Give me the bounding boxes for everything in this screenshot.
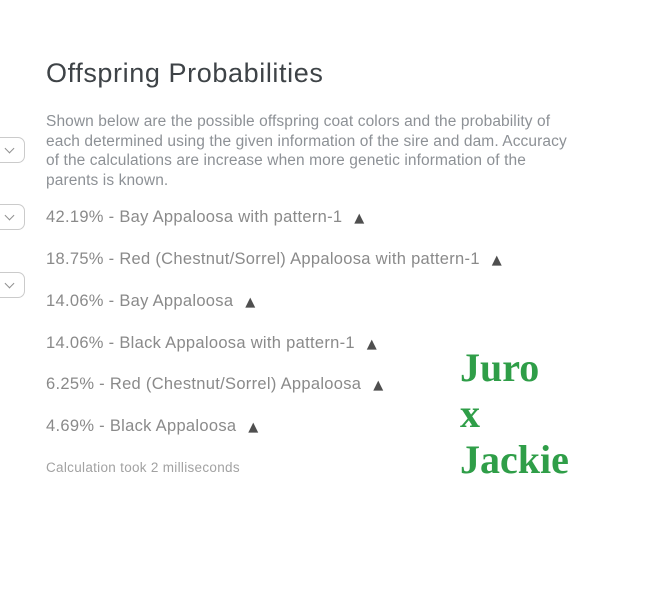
collapse-triangle-icon[interactable]: ▲ (245, 295, 256, 310)
pairing-names-overlay (460, 345, 569, 483)
result-label: 14.06% - Black Appaloosa with pattern-1 (46, 334, 355, 352)
collapse-triangle-icon[interactable]: ▲ (366, 337, 378, 352)
result-label: 42.19% - Bay Appaloosa with pattern-1 (46, 208, 343, 226)
result-label: 4.69% - Black Appaloosa (46, 417, 237, 435)
result-row[interactable] (46, 292, 256, 311)
result-row[interactable] (46, 375, 384, 394)
collapse-triangle-icon[interactable]: ▲ (491, 253, 503, 268)
edge-dropdown-2[interactable] (0, 204, 25, 230)
result-label: 18.75% - Red (Chestnut/Sorrel) Appaloosa with pattern-1 (46, 250, 480, 268)
chevron-down-icon (5, 144, 15, 154)
collapse-triangle-icon[interactable]: ▲ (248, 420, 259, 435)
collapse-triangle-icon[interactable]: ▲ (373, 378, 384, 393)
cross-symbol: x (460, 391, 480, 436)
collapse-triangle-icon[interactable]: ▲ (354, 211, 365, 226)
edge-dropdown-1[interactable] (0, 137, 25, 163)
sire-name: Juro (460, 345, 540, 390)
intro-description: Shown below are the possible offspring coat colors and the probability of each determined using the given information of the sire and dam. Accuracy of the calculations are increase when more genetic information of the parents is known. (46, 113, 567, 189)
calculation-time-status: Calculation took 2 milliseconds (46, 460, 240, 475)
result-row[interactable] (46, 250, 502, 269)
result-label: 14.06% - Bay Appaloosa (46, 292, 234, 310)
result-row[interactable] (46, 208, 365, 227)
dam-name: Jackie (460, 437, 569, 482)
result-row[interactable] (46, 417, 259, 436)
result-row[interactable] (46, 334, 377, 353)
result-label: 6.25% - Red (Chestnut/Sorrel) Appaloosa (46, 375, 362, 393)
edge-dropdown-3[interactable] (0, 272, 25, 298)
chevron-down-icon (5, 279, 15, 289)
chevron-down-icon (5, 211, 15, 221)
page-title: Offspring Probabilities (46, 58, 324, 88)
